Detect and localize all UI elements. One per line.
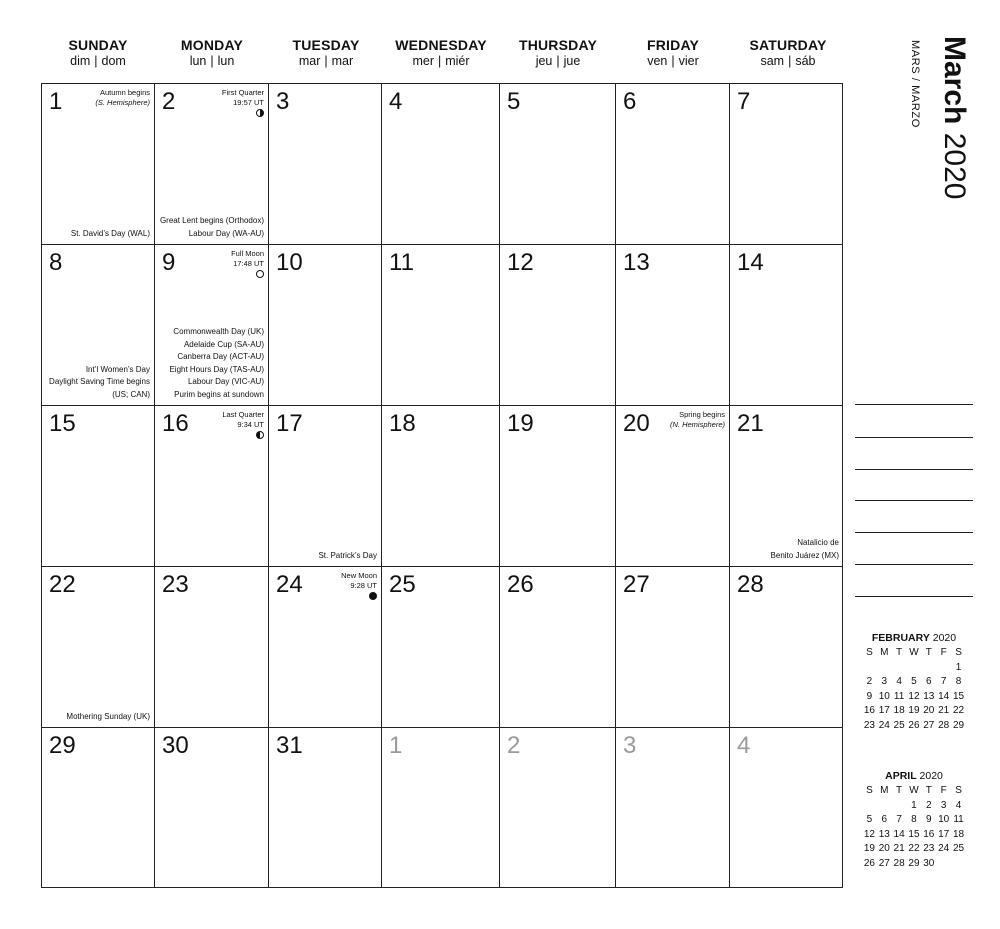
holiday-text: (US; CAN) [112, 389, 150, 399]
weekday-abbrev-es: mar [331, 54, 354, 68]
mini-weekday: T [896, 785, 903, 796]
holiday-text: Labour Day (VIC-AU) [187, 377, 264, 386]
new-moon-icon [341, 590, 377, 603]
weekday-abbrev [728, 54, 848, 68]
holiday-text: St. Patrick’s Day [318, 550, 377, 560]
day-cell[interactable] [269, 84, 381, 244]
weekday-abbrev [38, 54, 158, 68]
mini-day: 19 [863, 843, 875, 854]
mini-week-row [862, 690, 966, 705]
day-cell[interactable] [155, 406, 268, 566]
mini-day: 28 [893, 857, 905, 869]
weekday-abbrev-es: vier [678, 54, 699, 68]
day-number: 4 [389, 88, 403, 115]
mini-weekday: S [955, 785, 962, 796]
month-title [930, 36, 970, 236]
mini-month-name: APRIL [885, 770, 917, 782]
mini-day: 5 [911, 676, 917, 687]
day-number: 21 [737, 410, 764, 437]
mini-day [907, 661, 922, 676]
mini-week-row [862, 813, 966, 828]
day-number: 20 [623, 410, 650, 437]
day-cell[interactable] [500, 84, 615, 244]
moon-phase-note [341, 571, 377, 603]
day-number: 29 [49, 732, 76, 759]
day-cell[interactable] [730, 567, 843, 727]
mini-month-year: 2020 [932, 632, 957, 644]
mini-day [921, 661, 936, 676]
last-moon-icon [222, 429, 264, 442]
moon-phase-note [222, 88, 264, 120]
mini-day: 26 [863, 857, 875, 869]
mini-weekday: S [866, 785, 873, 796]
mini-day: 27 [923, 719, 935, 731]
weekday-separator: | [788, 54, 792, 68]
day-cell[interactable] [382, 406, 499, 566]
moon-glyph [256, 109, 264, 117]
note-line [855, 404, 973, 405]
day-number: 1 [389, 732, 403, 759]
weekday-name: WEDNESDAY [395, 37, 487, 53]
mini-day: 8 [955, 676, 962, 687]
mini-day: 1 [911, 799, 917, 811]
weekday-abbrev-es: jue [563, 54, 581, 68]
day-cell[interactable] [730, 245, 843, 405]
note-line-text: New Moon [341, 571, 377, 580]
mini-day: 23 [863, 719, 875, 731]
weekday-abbrev-fr: mar [298, 54, 321, 68]
mini-day: 18 [893, 705, 905, 716]
day-cell[interactable] [616, 245, 729, 405]
day-number: 14 [737, 249, 764, 276]
mini-day: 12 [863, 828, 875, 840]
weekday-abbrev-fr: lun [189, 54, 207, 68]
mini-day [936, 857, 951, 872]
holiday-notes [318, 550, 377, 563]
day-number: 31 [276, 732, 303, 759]
day-cell[interactable] [500, 567, 615, 727]
mini-day [862, 799, 877, 814]
mini-day: 20 [878, 843, 890, 854]
note-line-text: Full Moon [231, 249, 264, 258]
mini-weekday: T [925, 647, 932, 658]
weekday-name: MONDAY [180, 37, 244, 53]
mini-day [892, 661, 907, 676]
day-number: 19 [507, 410, 534, 437]
mini-calendar-table [862, 646, 966, 733]
mini-day [877, 799, 892, 814]
mini-weekday: W [909, 785, 919, 796]
day-cell[interactable] [616, 728, 729, 888]
note-line-text: 9:34 UT [237, 419, 264, 429]
weekday-abbrev-fr: jeu [535, 54, 553, 68]
mini-calendar-table [862, 784, 966, 871]
holiday-text: Canberra Day (ACT-AU) [177, 352, 264, 361]
mini-day: 14 [893, 828, 905, 840]
note-line-text: (S. Hemisphere) [95, 97, 150, 107]
weekday-header [728, 36, 848, 68]
day-number: 3 [276, 88, 290, 115]
month-subtitle [906, 40, 922, 160]
mini-day [936, 661, 951, 676]
note-line [855, 500, 973, 501]
day-cell[interactable] [616, 567, 729, 727]
holiday-text: Benito Juárez (MX) [770, 550, 839, 560]
note-line-text: Autumn begins [99, 88, 150, 97]
holiday-text: Adelaide Cup (SA-AU) [183, 339, 264, 349]
mini-day: 13 [878, 828, 890, 840]
mini-day: 23 [923, 843, 935, 854]
note-line-text: Last Quarter [222, 410, 264, 419]
day-cell[interactable] [500, 245, 615, 405]
day-cell[interactable] [155, 245, 268, 405]
moon-glyph [256, 431, 264, 439]
mini-day: 6 [881, 814, 888, 825]
day-cell[interactable] [382, 245, 499, 405]
mini-day: 24 [878, 719, 890, 731]
mini-weekday: T [896, 647, 903, 658]
mini-weekday: F [940, 785, 947, 796]
month-subtitle-text: MARS / MARZO [909, 40, 921, 128]
day-number: 11 [389, 249, 414, 276]
mini-day: 2 [866, 676, 873, 687]
mini-day: 11 [953, 814, 964, 825]
mini-day: 3 [881, 676, 888, 687]
mini-day: 7 [940, 676, 947, 687]
mini-calendar-title [862, 631, 966, 645]
mini-day: 12 [908, 690, 920, 702]
mini-weekday: F [940, 647, 947, 658]
day-cell[interactable] [382, 728, 499, 888]
weekday-name: TUESDAY [292, 37, 360, 53]
day-number: 23 [162, 571, 189, 598]
day-number: 3 [623, 732, 637, 759]
holiday-notes [66, 711, 150, 724]
day-cell[interactable] [269, 406, 381, 566]
day-number: 4 [737, 732, 751, 759]
day-number: 10 [276, 249, 303, 276]
day-number: 12 [507, 249, 534, 276]
weekday-abbrev [613, 54, 733, 68]
mini-day: 22 [908, 843, 920, 854]
mini-day [862, 661, 877, 676]
weekday-separator: | [671, 54, 675, 68]
weekday-separator: | [324, 54, 328, 68]
day-cell[interactable] [42, 567, 154, 727]
moon-phase-note [222, 410, 264, 442]
mini-day: 19 [908, 705, 920, 716]
day-number: 26 [507, 571, 534, 598]
mini-day: 20 [923, 705, 935, 716]
moon-phase-note [231, 249, 264, 281]
weekday-abbrev [381, 54, 501, 68]
day-cell[interactable] [155, 567, 268, 727]
mini-day: 16 [923, 828, 935, 840]
mini-day [892, 799, 907, 814]
day-cell[interactable] [616, 84, 729, 244]
note-line [855, 596, 973, 597]
mini-day: 29 [908, 857, 920, 869]
holiday-notes [49, 364, 150, 402]
mini-day: 13 [923, 690, 935, 702]
day-cell[interactable] [155, 84, 268, 244]
mini-week-row [862, 799, 966, 814]
day-cell[interactable] [42, 84, 154, 244]
mini-week-row [862, 704, 966, 719]
mini-day: 8 [911, 814, 917, 825]
mini-day: 4 [955, 799, 962, 811]
weekday-name: FRIDAY [646, 37, 700, 53]
mini-day: 24 [938, 843, 950, 854]
day-cell[interactable] [42, 406, 154, 566]
day-cell[interactable] [730, 728, 843, 888]
mini-day: 2 [926, 799, 932, 811]
day-number: 15 [49, 410, 76, 437]
mini-day: 14 [938, 690, 950, 702]
holiday-text: Int’l Women’s Day [85, 364, 150, 374]
day-number: 27 [623, 571, 650, 598]
note-line-text: 19:57 UT [233, 97, 264, 107]
month-grid [41, 83, 843, 888]
mini-weekday: S [866, 647, 873, 658]
mini-day: 17 [878, 705, 890, 716]
mini-day: 15 [952, 690, 965, 702]
holiday-notes [771, 537, 839, 562]
full-moon-icon [231, 268, 264, 281]
mini-day: 1 [955, 661, 962, 673]
day-cell[interactable] [269, 567, 381, 727]
day-cell[interactable] [730, 84, 843, 244]
day-number: 30 [162, 732, 189, 759]
day-cell[interactable] [269, 245, 381, 405]
mini-day: 22 [952, 705, 965, 716]
mini-day: 10 [938, 814, 950, 825]
mini-day: 28 [938, 719, 950, 731]
mini-day: 7 [896, 814, 902, 825]
day-number: 17 [276, 410, 303, 437]
first-moon-icon [222, 107, 264, 120]
weekday-header [38, 36, 158, 68]
holiday-text: Natalicio de [797, 538, 839, 547]
weekday-abbrev-es: miér [445, 54, 470, 68]
mini-day: 17 [938, 828, 950, 840]
mini-day: 15 [908, 828, 920, 840]
mini-day: 27 [878, 857, 890, 869]
mini-calendar-title [862, 769, 966, 783]
day-number: 24 [276, 571, 303, 598]
mini-day [877, 661, 892, 676]
weekday-header [381, 36, 501, 68]
day-cell[interactable] [730, 406, 843, 566]
day-cell[interactable] [500, 728, 615, 888]
mini-day: 29 [952, 719, 965, 731]
day-cell[interactable] [155, 728, 268, 888]
note-line-text: 17:48 UT [233, 258, 264, 268]
note-line-text: (N. Hemisphere) [669, 419, 725, 429]
day-cell[interactable] [269, 728, 381, 888]
day-number: 5 [507, 88, 521, 115]
mini-day: 21 [893, 843, 905, 854]
moon-phase-note [670, 410, 725, 429]
mini-day: 9 [866, 690, 873, 702]
mini-day: 26 [908, 719, 920, 731]
weekday-abbrev-fr: ven [647, 54, 668, 68]
holiday-text: Great Lent begins (Orthodox) [159, 216, 264, 225]
mini-weekday: S [955, 647, 962, 658]
holiday-text: Mothering Sunday (UK) [66, 711, 150, 721]
weekday-abbrev [152, 54, 272, 68]
day-number: 8 [49, 249, 63, 276]
day-number: 28 [737, 571, 764, 598]
weekday-abbrev-fr: sam [760, 54, 785, 68]
mini-day: 6 [926, 676, 932, 687]
day-number: 9 [162, 249, 176, 276]
mini-day: 5 [866, 814, 873, 825]
weekday-header [152, 36, 272, 68]
mini-week-row [862, 675, 966, 690]
weekday-abbrev-fr: mer [412, 54, 434, 68]
day-cell[interactable] [382, 84, 499, 244]
weekday-separator: | [556, 54, 560, 68]
day-number: 7 [737, 88, 751, 115]
mini-week-row [862, 857, 966, 872]
month-year: 2020 [938, 132, 971, 200]
weekday-abbrev-es: lun [217, 54, 235, 68]
mini-week-row [862, 828, 966, 843]
mini-day: 10 [878, 690, 890, 702]
mini-weekday: M [880, 647, 889, 658]
note-line-text: 9:28 UT [350, 580, 377, 590]
weekday-name: THURSDAY [518, 37, 598, 53]
mini-week-row [862, 842, 966, 857]
mini-day: 4 [896, 676, 902, 687]
weekday-abbrev [266, 54, 386, 68]
mini-day: 25 [952, 843, 965, 854]
holiday-text: St. David’s Day (WAL) [70, 228, 150, 238]
day-number: 1 [49, 88, 63, 115]
weekday-abbrev [498, 54, 618, 68]
moon-glyph [256, 270, 264, 278]
day-number: 25 [389, 571, 416, 598]
holiday-text: Eight Hours Day (TAS-AU) [169, 364, 264, 374]
mini-weekday-row [862, 646, 966, 661]
weekday-abbrev-fr: dim [70, 54, 91, 68]
mini-weekday-row [862, 784, 966, 799]
moon-phase-note [95, 88, 150, 107]
day-cell[interactable] [42, 728, 154, 888]
mini-weekday: W [909, 647, 919, 658]
day-number: 6 [623, 88, 637, 115]
mini-day: 3 [940, 799, 947, 811]
note-line [855, 437, 973, 438]
mini-day [951, 857, 966, 872]
day-number: 13 [623, 249, 650, 276]
weekday-header [266, 36, 386, 68]
weekday-separator: | [437, 54, 442, 68]
day-number: 22 [49, 571, 76, 598]
mini-day: 25 [893, 719, 905, 731]
weekday-name: SATURDAY [749, 37, 827, 53]
mini-weekday: M [880, 785, 889, 796]
holiday-notes [71, 228, 150, 241]
mini-calendar-april [862, 769, 966, 871]
mini-day: 16 [863, 705, 875, 716]
day-cell[interactable] [382, 567, 499, 727]
note-line [855, 469, 973, 470]
mini-month-year: 2020 [919, 770, 943, 782]
mini-week-row [862, 661, 966, 676]
day-number: 2 [507, 732, 521, 759]
weekday-separator: | [210, 54, 214, 68]
mini-calendar-february [862, 631, 966, 733]
mini-month-name: FEBRUARY [871, 632, 930, 644]
weekday-header [613, 36, 733, 68]
note-line [855, 564, 973, 565]
day-number: 2 [162, 88, 176, 115]
moon-glyph [369, 592, 377, 600]
mini-day: 11 [893, 690, 905, 702]
mini-day: 18 [952, 828, 965, 840]
note-line [855, 532, 973, 533]
holiday-text: Purim begins at sundown [174, 389, 264, 399]
note-line-text: First Quarter [221, 88, 264, 97]
month-name: March [938, 36, 971, 125]
mini-week-row [862, 719, 966, 734]
mini-day: 9 [926, 814, 932, 825]
mini-day: 21 [938, 705, 950, 716]
weekday-abbrev-es: sáb [795, 54, 816, 68]
mini-day: 30 [923, 857, 935, 869]
holiday-text: Daylight Saving Time begins [49, 377, 150, 386]
mini-weekday: T [925, 785, 932, 796]
holiday-notes [169, 326, 264, 401]
day-number: 16 [162, 410, 189, 437]
weekday-header [498, 36, 618, 68]
holiday-text: Commonwealth Day (UK) [173, 327, 264, 336]
day-cell[interactable] [500, 406, 615, 566]
day-number: 18 [389, 410, 416, 437]
holiday-text: Labour Day (WA-AU) [188, 228, 264, 238]
weekday-abbrev-es: dom [101, 54, 126, 68]
holiday-notes [160, 215, 264, 240]
day-cell[interactable] [42, 245, 154, 405]
note-line-text: Spring begins [679, 410, 725, 419]
day-cell[interactable] [616, 406, 729, 566]
weekday-name: SUNDAY [68, 37, 128, 53]
weekday-separator: | [94, 54, 98, 68]
